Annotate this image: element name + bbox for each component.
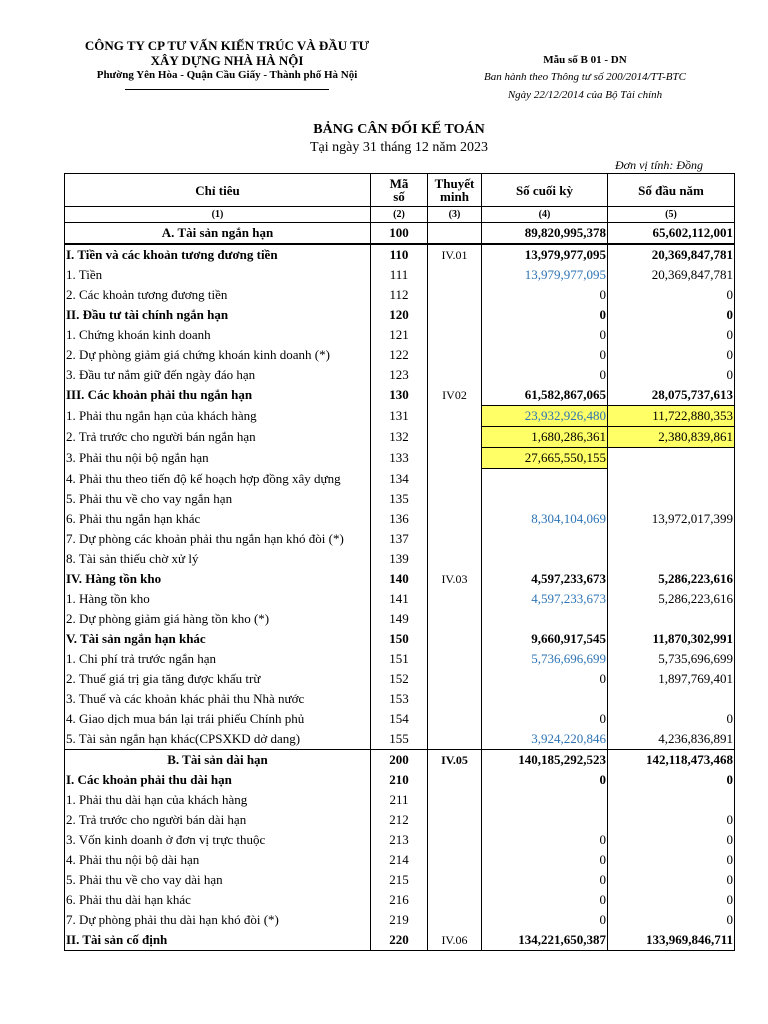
row-end-value bbox=[482, 469, 608, 490]
table-row bbox=[65, 345, 735, 365]
table-row bbox=[65, 427, 735, 448]
row-code: 111 bbox=[371, 265, 428, 285]
company-address: Phường Yên Hòa - Quận Cầu Giấy - Thành phố Hà Nội bbox=[96, 69, 358, 81]
row-item-label: 1. Tiền bbox=[65, 265, 371, 285]
row-code: 155 bbox=[371, 729, 428, 750]
row-start-value: 20,369,847,781 bbox=[608, 265, 735, 285]
row-note bbox=[428, 489, 482, 509]
row-code: 215 bbox=[371, 870, 428, 890]
header-divider bbox=[125, 89, 329, 90]
row-start-value bbox=[608, 689, 735, 709]
form-code: Mẫu số B 01 - DN bbox=[543, 54, 627, 66]
col-header-note bbox=[428, 174, 482, 207]
row-code: 137 bbox=[371, 529, 428, 549]
row-item-label: 2. Dự phòng giảm giá chứng khoán kinh doanh (*) bbox=[65, 345, 371, 365]
row-end-value: 4,597,233,673 bbox=[482, 589, 608, 609]
row-end-value: 23,932,926,480 bbox=[482, 406, 608, 427]
company-name-line1: CÔNG TY CP TƯ VẤN KIẾN TRÚC VÀ ĐẦU TƯ bbox=[84, 38, 370, 53]
balance-sheet-body bbox=[65, 174, 735, 951]
company-name-line2: XÂY DỰNG NHÀ HÀ NỘI bbox=[150, 53, 304, 68]
row-start-value: 0 bbox=[608, 870, 735, 890]
row-end-value: 61,582,867,065 bbox=[482, 385, 608, 406]
row-end-value: 0 bbox=[482, 830, 608, 850]
row-item-label: 5. Phải thu về cho vay dài hạn bbox=[65, 870, 371, 890]
row-end-value: 0 bbox=[482, 850, 608, 870]
row-note bbox=[428, 810, 482, 830]
table-row bbox=[65, 223, 735, 245]
col-header-code-line2: số bbox=[393, 189, 405, 204]
col-header-code bbox=[371, 174, 428, 207]
row-end-value bbox=[482, 689, 608, 709]
row-note: IV.05 bbox=[428, 750, 482, 771]
row-end-value: 89,820,995,378 bbox=[482, 223, 608, 245]
row-end-value: 0 bbox=[482, 345, 608, 365]
table-row bbox=[65, 609, 735, 629]
row-end-value: 13,979,977,095 bbox=[482, 265, 608, 285]
table-row bbox=[65, 589, 735, 609]
table-row bbox=[65, 549, 735, 569]
row-code: 135 bbox=[371, 489, 428, 509]
row-note bbox=[428, 365, 482, 385]
table-row bbox=[65, 365, 735, 385]
row-start-value: 0 bbox=[608, 325, 735, 345]
col-number-2: (2) bbox=[371, 207, 428, 223]
row-code: 219 bbox=[371, 910, 428, 930]
row-end-value: 0 bbox=[482, 305, 608, 325]
row-code: 122 bbox=[371, 345, 428, 365]
row-end-value: 0 bbox=[482, 285, 608, 305]
row-note bbox=[428, 448, 482, 469]
row-item-label: A. Tài sản ngắn hạn bbox=[65, 223, 371, 245]
report-subtitle: Tại ngày 31 tháng 12 năm 2023 bbox=[309, 140, 489, 155]
row-end-value: 0 bbox=[482, 870, 608, 890]
row-start-value bbox=[608, 529, 735, 549]
row-item-label: 2. Các khoản tương đương tiền bbox=[65, 285, 371, 305]
row-code: 141 bbox=[371, 589, 428, 609]
col-number-3: (3) bbox=[428, 207, 482, 223]
row-item-label: IV. Hàng tồn kho bbox=[65, 569, 371, 589]
table-row bbox=[65, 448, 735, 469]
row-note bbox=[428, 890, 482, 910]
row-start-value bbox=[608, 448, 735, 469]
row-start-value: 5,735,696,699 bbox=[608, 649, 735, 669]
table-row bbox=[65, 325, 735, 345]
col-header-note-line2: minh bbox=[440, 189, 469, 204]
table-row bbox=[65, 689, 735, 709]
row-code: 140 bbox=[371, 569, 428, 589]
row-end-value bbox=[482, 489, 608, 509]
row-end-value bbox=[482, 529, 608, 549]
report-title: BẢNG CÂN ĐỐI KẾ TOÁN bbox=[313, 122, 485, 137]
row-item-label: 1. Chứng khoán kinh doanh bbox=[65, 325, 371, 345]
row-item-label: 2. Thuế giá trị gia tăng được khấu trừ bbox=[65, 669, 371, 689]
row-item-label: 7. Dự phòng các khoản phải thu ngắn hạn khó đòi (*) bbox=[65, 529, 371, 549]
table-row bbox=[65, 469, 735, 490]
row-code: 120 bbox=[371, 305, 428, 325]
row-start-value bbox=[608, 790, 735, 810]
col-header-note-line1: Thuyết bbox=[434, 176, 475, 191]
row-code: 121 bbox=[371, 325, 428, 345]
table-row bbox=[65, 305, 735, 325]
table-row bbox=[65, 509, 735, 529]
row-item-label: 6. Phải thu dài hạn khác bbox=[65, 890, 371, 910]
row-item-label: II. Đầu tư tài chính ngắn hạn bbox=[65, 305, 371, 325]
row-note bbox=[428, 629, 482, 649]
row-end-value: 140,185,292,523 bbox=[482, 750, 608, 771]
row-code: 130 bbox=[371, 385, 428, 406]
col-header-item: Chỉ tiêu bbox=[65, 174, 371, 207]
row-code: 211 bbox=[371, 790, 428, 810]
table-row bbox=[65, 669, 735, 689]
row-end-value: 134,221,650,387 bbox=[482, 930, 608, 951]
row-code: 123 bbox=[371, 365, 428, 385]
row-start-value bbox=[608, 469, 735, 490]
row-code: 100 bbox=[371, 223, 428, 245]
row-end-value: 0 bbox=[482, 890, 608, 910]
row-note bbox=[428, 406, 482, 427]
row-code: 151 bbox=[371, 649, 428, 669]
table-row bbox=[65, 529, 735, 549]
row-end-value: 4,597,233,673 bbox=[482, 569, 608, 589]
row-start-value bbox=[608, 549, 735, 569]
row-item-label: 4. Phải thu theo tiến độ kế hoạch hợp đồng xây dựng bbox=[65, 469, 371, 490]
form-header bbox=[450, 53, 720, 104]
row-item-label: 3. Vốn kinh doanh ở đơn vị trực thuộc bbox=[65, 830, 371, 850]
row-code: 213 bbox=[371, 830, 428, 850]
row-note bbox=[428, 529, 482, 549]
row-note bbox=[428, 325, 482, 345]
row-start-value: 11,722,880,353 bbox=[608, 406, 735, 427]
row-end-value bbox=[482, 609, 608, 629]
row-code: 220 bbox=[371, 930, 428, 951]
row-item-label: 3. Phải thu nội bộ ngắn hạn bbox=[65, 448, 371, 469]
row-code: 216 bbox=[371, 890, 428, 910]
row-end-value: 0 bbox=[482, 325, 608, 345]
row-code: 133 bbox=[371, 448, 428, 469]
form-issued: Ban hành theo Thông tư số 200/2014/TT-BTC bbox=[484, 71, 686, 83]
row-note bbox=[428, 770, 482, 790]
table-row bbox=[65, 709, 735, 729]
row-end-value: 8,304,104,069 bbox=[482, 509, 608, 529]
row-note bbox=[428, 469, 482, 490]
row-end-value: 0 bbox=[482, 365, 608, 385]
row-end-value: 3,924,220,846 bbox=[482, 729, 608, 750]
row-code: 110 bbox=[371, 244, 428, 265]
row-item-label: 4. Phải thu nội bộ dài hạn bbox=[65, 850, 371, 870]
table-row bbox=[65, 649, 735, 669]
row-note: IV.03 bbox=[428, 569, 482, 589]
row-code: 214 bbox=[371, 850, 428, 870]
row-item-label: 5. Phải thu về cho vay ngắn hạn bbox=[65, 489, 371, 509]
row-item-label: 2. Trả trước cho người bán ngắn hạn bbox=[65, 427, 371, 448]
row-start-value: 2,380,839,861 bbox=[608, 427, 735, 448]
currency-unit: Đơn vị tính: Đồng bbox=[615, 158, 704, 172]
table-row bbox=[65, 489, 735, 509]
row-start-value: 0 bbox=[608, 830, 735, 850]
row-start-value: 1,897,769,401 bbox=[608, 669, 735, 689]
table-row bbox=[65, 790, 735, 810]
row-item-label: 6. Phải thu ngắn hạn khác bbox=[65, 509, 371, 529]
table-row bbox=[65, 890, 735, 910]
row-note bbox=[428, 285, 482, 305]
row-code: 152 bbox=[371, 669, 428, 689]
row-note bbox=[428, 427, 482, 448]
col-number-5: (5) bbox=[608, 207, 735, 223]
row-note bbox=[428, 850, 482, 870]
row-note bbox=[428, 549, 482, 569]
row-item-label: 7. Dự phòng phải thu dài hạn khó đòi (*) bbox=[65, 910, 371, 930]
row-item-label: 8. Tài sản thiếu chờ xử lý bbox=[65, 549, 371, 569]
row-code: 200 bbox=[371, 750, 428, 771]
row-note: IV.01 bbox=[428, 244, 482, 265]
row-end-value bbox=[482, 810, 608, 830]
table-row bbox=[65, 265, 735, 285]
row-start-value: 4,236,836,891 bbox=[608, 729, 735, 750]
row-start-value: 5,286,223,616 bbox=[608, 589, 735, 609]
table-row bbox=[65, 285, 735, 305]
row-start-value: 0 bbox=[608, 890, 735, 910]
row-item-label: 3. Đầu tư nắm giữ đến ngày đáo hạn bbox=[65, 365, 371, 385]
row-note bbox=[428, 669, 482, 689]
row-end-value: 0 bbox=[482, 770, 608, 790]
row-item-label: 4. Giao dịch mua bán lại trái phiếu Chính phủ bbox=[65, 709, 371, 729]
row-note bbox=[428, 223, 482, 245]
row-item-label: 1. Phải thu dài hạn của khách hàng bbox=[65, 790, 371, 810]
row-note bbox=[428, 790, 482, 810]
row-end-value bbox=[482, 790, 608, 810]
row-start-value: 0 bbox=[608, 770, 735, 790]
row-start-value: 13,972,017,399 bbox=[608, 509, 735, 529]
row-note bbox=[428, 910, 482, 930]
row-code: 212 bbox=[371, 810, 428, 830]
row-note bbox=[428, 345, 482, 365]
row-start-value bbox=[608, 609, 735, 629]
row-note: IV02 bbox=[428, 385, 482, 406]
row-note bbox=[428, 830, 482, 850]
row-code: 153 bbox=[371, 689, 428, 709]
row-note bbox=[428, 709, 482, 729]
company-header bbox=[62, 38, 392, 90]
table-row bbox=[65, 629, 735, 649]
row-note bbox=[428, 729, 482, 750]
row-code: 136 bbox=[371, 509, 428, 529]
table-row bbox=[65, 569, 735, 589]
table-row bbox=[65, 385, 735, 406]
row-note bbox=[428, 870, 482, 890]
row-note bbox=[428, 265, 482, 285]
row-start-value: 5,286,223,616 bbox=[608, 569, 735, 589]
row-item-label: 1. Chi phí trả trước ngắn hạn bbox=[65, 649, 371, 669]
table-row bbox=[65, 870, 735, 890]
row-code: 150 bbox=[371, 629, 428, 649]
row-end-value: 1,680,286,361 bbox=[482, 427, 608, 448]
row-code: 149 bbox=[371, 609, 428, 629]
col-header-code-line1: Mã bbox=[389, 176, 409, 191]
row-item-label: I. Tiền và các khoản tương đương tiền bbox=[65, 244, 371, 265]
row-start-value: 0 bbox=[608, 305, 735, 325]
row-end-value bbox=[482, 549, 608, 569]
row-code: 139 bbox=[371, 549, 428, 569]
table-row bbox=[65, 406, 735, 427]
row-note bbox=[428, 589, 482, 609]
row-start-value: 0 bbox=[608, 910, 735, 930]
col-number-4: (4) bbox=[482, 207, 608, 223]
row-item-label: 2. Trả trước cho người bán dài hạn bbox=[65, 810, 371, 830]
row-start-value: 11,870,302,991 bbox=[608, 629, 735, 649]
row-end-value: 5,736,696,699 bbox=[482, 649, 608, 669]
table-row bbox=[65, 910, 735, 930]
row-start-value: 0 bbox=[608, 850, 735, 870]
row-start-value: 0 bbox=[608, 285, 735, 305]
row-code: 131 bbox=[371, 406, 428, 427]
table-row bbox=[65, 830, 735, 850]
table-row bbox=[65, 850, 735, 870]
row-item-label: I. Các khoản phải thu dài hạn bbox=[65, 770, 371, 790]
col-number-1: (1) bbox=[65, 207, 371, 223]
col-header-start: Số đầu năm bbox=[608, 174, 735, 207]
table-row bbox=[65, 810, 735, 830]
row-item-label: III. Các khoản phải thu ngắn hạn bbox=[65, 385, 371, 406]
row-code: 132 bbox=[371, 427, 428, 448]
row-start-value bbox=[608, 489, 735, 509]
row-item-label: II. Tài sản cố định bbox=[65, 930, 371, 951]
row-start-value: 0 bbox=[608, 810, 735, 830]
row-item-label: 2. Dự phòng giảm giá hàng tồn kho (*) bbox=[65, 609, 371, 629]
row-item-label: 1. Hàng tồn kho bbox=[65, 589, 371, 609]
row-end-value: 0 bbox=[482, 669, 608, 689]
row-start-value: 28,075,737,613 bbox=[608, 385, 735, 406]
row-item-label: 1. Phải thu ngắn hạn của khách hàng bbox=[65, 406, 371, 427]
row-item-label: 5. Tài sản ngắn hạn khác(CPSXKD dở dang) bbox=[65, 729, 371, 750]
row-end-value: 0 bbox=[482, 709, 608, 729]
row-note bbox=[428, 305, 482, 325]
column-number-row bbox=[65, 207, 735, 223]
table-row bbox=[65, 750, 735, 771]
row-item-label: 3. Thuế và các khoản khác phải thu Nhà nước bbox=[65, 689, 371, 709]
row-code: 134 bbox=[371, 469, 428, 490]
row-start-value: 65,602,112,001 bbox=[608, 223, 735, 245]
row-note: IV.06 bbox=[428, 930, 482, 951]
row-end-value: 27,665,550,155 bbox=[482, 448, 608, 469]
table-row bbox=[65, 770, 735, 790]
row-item-label: B. Tài sản dài hạn bbox=[65, 750, 371, 771]
row-item-label: V. Tài sản ngắn hạn khác bbox=[65, 629, 371, 649]
row-end-value: 0 bbox=[482, 910, 608, 930]
row-start-value: 0 bbox=[608, 345, 735, 365]
row-start-value: 142,118,473,468 bbox=[608, 750, 735, 771]
row-code: 112 bbox=[371, 285, 428, 305]
row-code: 210 bbox=[371, 770, 428, 790]
form-date: Ngày 22/12/2014 của Bộ Tài chính bbox=[507, 89, 663, 101]
row-end-value: 9,660,917,545 bbox=[482, 629, 608, 649]
row-start-value: 0 bbox=[608, 709, 735, 729]
row-end-value: 13,979,977,095 bbox=[482, 244, 608, 265]
table-row bbox=[65, 244, 735, 265]
balance-sheet-table bbox=[64, 173, 735, 951]
row-note bbox=[428, 609, 482, 629]
row-start-value: 0 bbox=[608, 365, 735, 385]
row-note bbox=[428, 689, 482, 709]
table-header-row bbox=[65, 174, 735, 207]
row-start-value: 133,969,846,711 bbox=[608, 930, 735, 951]
row-note bbox=[428, 509, 482, 529]
col-header-end: Số cuối kỳ bbox=[482, 174, 608, 207]
table-row bbox=[65, 729, 735, 750]
row-start-value: 20,369,847,781 bbox=[608, 244, 735, 265]
row-note bbox=[428, 649, 482, 669]
row-code: 154 bbox=[371, 709, 428, 729]
table-row bbox=[65, 930, 735, 951]
